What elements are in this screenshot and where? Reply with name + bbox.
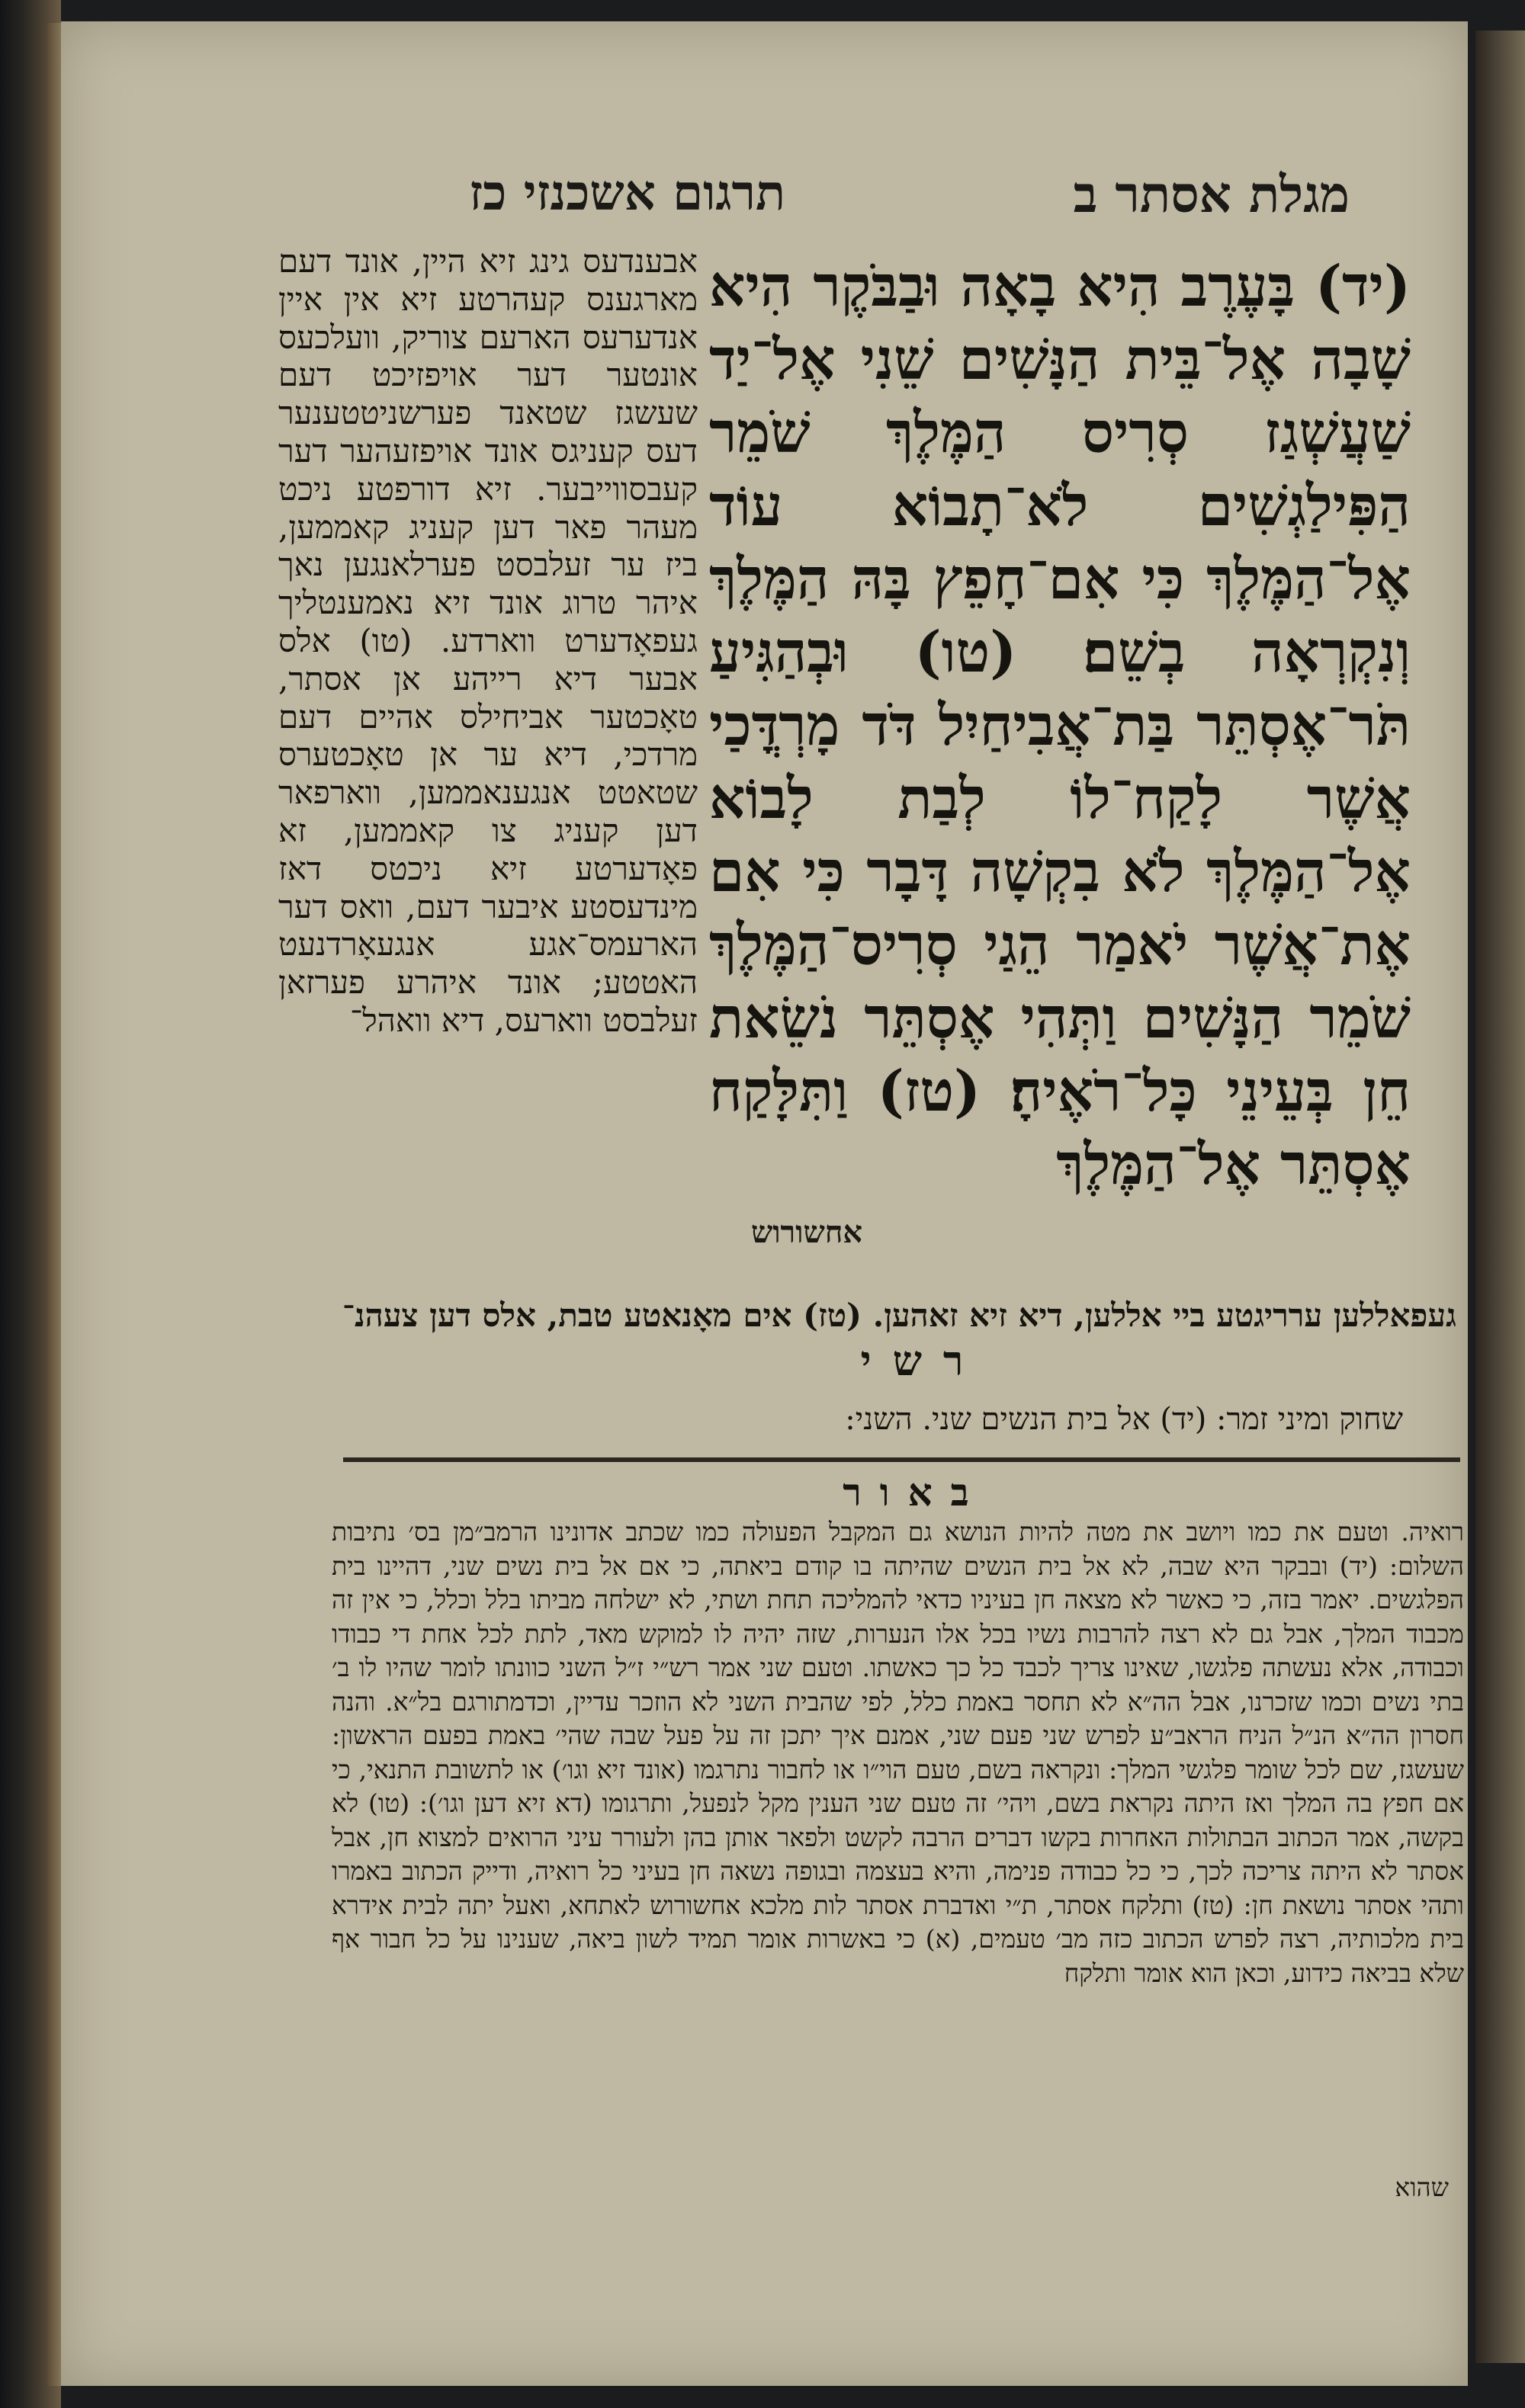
next-page-edge [1475,30,1525,2363]
hebrew-verse-text [709,250,1411,1241]
biur-heading: באור [843,1470,987,1515]
catchword: אחשורוש [751,1214,863,1250]
verse-15: (טו) וּבְהַגִּיעַ תֹּר־אֶסְתֵּר בַּת־אֲבִיחַיִל דֹּד מָרְדֳּכַי אֲשֶׁר לָקַח־לוֹ לְבַת לָבוֹא אֶל־הַמֶּלֶךְ לֹא בִקְשָׁה דָּבָר כִּי אִם אֶת־אֲשֶׁר יֹאמַר הֵגַי סְרִיס־הַמֶּלֶךְ שֹׁמֵר הַנָּשִׁים וַתְּהִי אֶסְתֵּר נֹשֵׂאת חֵן בְּעֵינֵי כָּל־רֹאֶיהָ׃ [709,620,1411,1124]
biur-catchword: שהוא [1395,2172,1449,2202]
biur-commentary: רואיה. וטעם את כמו ויושב את מטה להיות הנושא גם המקבל הפעולה כמו שכתב אדונינו הרמב״מן בס׳ נתיבות השלום: (יד) ובבקר היא שבה, לא אל בית הנשים שהיתה בו קודם ביאתה, כי אם אל בית נשים שני, דהיינו בית הפלגשים. יאמר בזה, כי כאשר לא מצאה חן בעיניו כדאי להמליכה תחת ושתי, לא ישלחה מביתו בלל וכלל, כי אין זה מכבוד המלך, אבל גם לא רצה להרבות נשיו בכל אלו הנערות, שזה יהיה לו למוקש מאד, לתת לכל אחת די כבודו וכבודה, אלא נעשתה פלגשו, שאינו צריך לכבד כל כך כאשתו. וטעם שני אמר רש״י ז״ל השני כוונתו לומר שהיו לו ב׳ בתי נשים וכמו שזכרנו, אבל הה״א לא תחסר באמת כלל, לפי שהבית השני לא הוזכר עדיין, וכדמתורגם בל״א. והנה חסרון הה״א הנ״ל הניח הראב״ע לפרש שני פעם שני, אמנם איך יתכן זה על פעל שבה שהי׳ באמת בפעם הראשון: שעשגז, שם לכל שומר פלגשי המלך: ונקראה בשם, טעם הוי״ו או לחבור נתרגמו (אונד זיא וגו׳) או לתשובת התנאי, כי אם חפץ בה המלך ואז היתה נקראת בשם, ויהי׳ זה טעם שני הענין מקל לנפעל, ותרגומו (דא זיא דען וגו׳): (טו) לא בקשה, אמר הכתוב הבתולות האחרות בקשו דברים הרבה לקשט ולפאר אותן בהן ולעורר עיני הרואים למצוא חן, אבל אסתר לא היתה צריכה לכך, כי כל כבודה פנימה, והיא בעצמה ובגופה נשאה חן בעיני כל רואיה, ודייק הכתוב באמרו ותהי אסתר נושאת חן: (טז) ותלקח אסתר, ת״י ואדברת אסתר לות מלכא אחשורוש לאתחא, ואעל יתה לבית אידרא בית מלכותיה, רצה לפרש הכתוב כזה מב׳ טעמים, (א) כי באשרות אומר תמיד לשון ביאה, שענינו על כל חבור אף שלא בביאה כידוע, וכאן הוא אומר ותלקח [332,1517,1464,1988]
running-header-megillah: מגלת אסתר ב [1073,165,1350,224]
rashi-commentary: שחוק ומיני זמר: (יד) אל בית הנשים שני. השני: [845,1402,1403,1437]
book-page [61,21,1468,2386]
german-translation-column: אבענדעס גינג זיא היין, אונד דעם מארגענס קעהרטע זיא אין איין אנדערעס הארעם צוריק, וועלכעס אונטער דער אויפזיכט דעם שעשגז שטאנד פערשניטטענער דעס קעניגס אונד אויפזעהער דער קעבסווייבער. זיא דורפטע ניכט מעהר פאר דען קעניג קאממען, ביז ער זעלבסט פערלאנגען נאך איהר טרוג אונד זיא נאמענטליך געפאָדערט ווארדע. (טו) אלס אבער דיא רייהע אן אסתר, טאָכטער אביחילס אהיים דעם מרדכי, דיא ער אן טאָכטערס שטאטט אנגענאממען, ווארפאר דען קעניג צו קאממען, זא פאָדערטע זיא ניכטס דאז מינדעסטע איבער דעם, וואס דער הארעמס־אגע אנגעאָרדנעט האטטע; אונד איהרע פערזאן זעלבסט ווארעס, דיא וואהל־ [278,242,698,1039]
verse-16: (טז) וַתִּלָּקַח אֶסְתֵּר אֶל־הַמֶּלֶךְ [709,1059,1411,1198]
rashi-heading: רשי [860,1336,985,1385]
verse-14: (יד) בָּעֶרֶב הִיא בָאָה וּבַבֹּקֶר הִיא שָׁבָה אֶל־בֵּית הַנָּשִׁים שֵׁנִי אֶל־יַד שַׁעֲשְׁגַז סְרִיס הַמֶּלֶךְ שֹׁמֵר הַפִּילַגְשִׁים לֹא־תָבוֹא עוֹד אֶל־הַמֶּלֶךְ כִּי אִם־חָפֵץ בָּהּ הַמֶּלֶךְ וְנִקְרְאָה בְשֵׁם׃ [709,254,1411,685]
running-header-translation: תרגום אשכנזי כז [469,165,785,222]
translation-carry-line: געפאללען ערריגטע ביי אללען, דיא זיא זאהען. (טז) אים מאָנאטע טבת, אלס דען צעהנ־ [342,1297,1456,1334]
section-divider [343,1457,1460,1462]
